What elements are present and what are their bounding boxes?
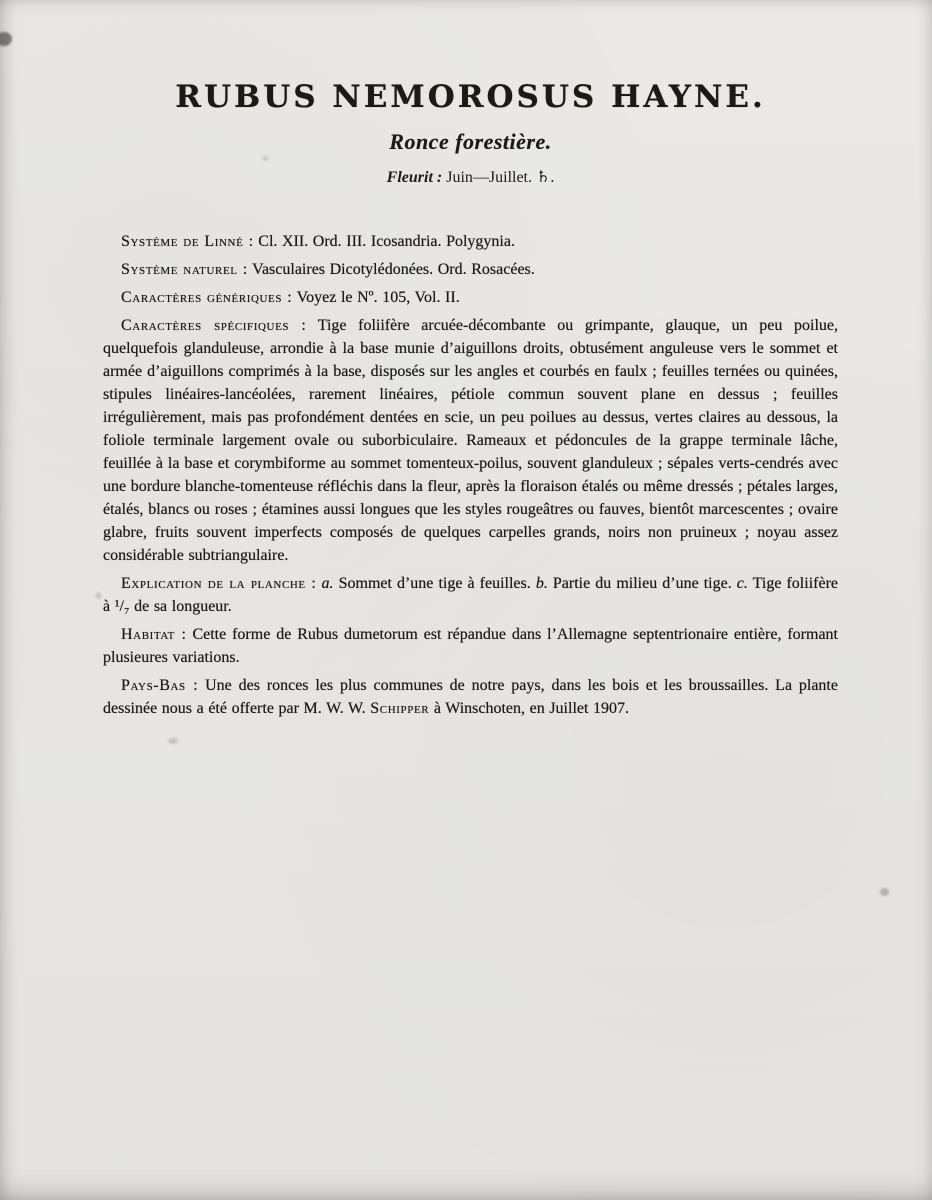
section-text: Voyez le Nº. 105, Vol. II. <box>296 289 460 306</box>
figure-letter-b: b. <box>535 575 548 592</box>
section-text: Vasculaires Dicotylédonées. Ord. Rosacées. <box>252 261 535 278</box>
figure-letter-c: c. <box>736 575 748 592</box>
page-subtitle: Ronce forestière. <box>389 129 552 154</box>
section-explication-planche <box>103 572 838 618</box>
figure-text-c: Tige foliifère à ¹/₇ de sa longueur. <box>103 575 839 615</box>
person-name: Schipper <box>370 700 430 717</box>
section-label: Caractères génériques : <box>121 289 293 306</box>
figure-text-a: Sommet d’une tige à feuilles. <box>338 575 531 592</box>
section-caracteres-specifiques <box>103 314 838 567</box>
scan-speck <box>168 738 178 744</box>
section-label: Habitat : <box>121 626 187 643</box>
section-text: Cl. XII. Ord. III. Icosandria. Polygynia. <box>258 233 515 250</box>
flowering-value: Juin—Juillet. ♄. <box>446 169 555 186</box>
section-text: Cette forme de Rubus dumetorum est répandue dans l’Allemagne septentrionaire entière, formant plusieures variations. <box>103 626 838 666</box>
section-label: Explication de la planche : <box>121 575 317 592</box>
figure-letter-a: a. <box>321 575 334 592</box>
section-pays-bas <box>103 674 838 720</box>
section-text: Une des ronces les plus communes de notre pays, dans les bois et les broussailles. La plante dessinée nous a été offerte par M. W. W. <box>103 677 838 717</box>
section-systeme-naturel <box>103 258 838 281</box>
flowering-label: Fleurit : <box>386 169 443 186</box>
page-header <box>103 80 838 188</box>
page-title: RUBUS NEMOROSUS HAYNE. <box>175 79 766 115</box>
figure-text-b: Partie du milieu d’une tige. <box>552 575 732 592</box>
section-systeme-linne <box>103 230 838 253</box>
page-body <box>103 230 838 720</box>
section-text: à Winschoten, en Juillet 1907. <box>433 700 630 717</box>
scan-speck <box>880 888 889 896</box>
section-label: Caractères spécifiques : <box>121 317 307 334</box>
section-caracteres-generiques <box>103 286 838 309</box>
section-label: Système de Linné : <box>121 233 254 250</box>
section-label: Système naturel : <box>121 261 248 278</box>
section-text: Tige foliifère arcuée-décombante ou grimpante, glauque, un peu poilue, quelquefois glanduleuse, arrondie à la base munie d’aiguillons droits, obtusément anguleuse vers le sommet et armée d’aiguillons comprimés à la base, disposés sur les angles et courbés en faulx ; feuilles ternées ou quinées, stipules linéaires-lancéolées, rarement linéaires, pétiole commun souvent plane en dessus ; feuilles irrégulièrement, mais pas profondément dentées en scie, un peu poilues au dessus, vertes claires au dessous, la foliole terminale largement ovale ou suborbiculaire. Rameaux et pédoncules de la grappe terminale lâche, feuillée à la base et corymbiforme au sommet tomenteux-poilus, souvent glanduleux ; sépales verts-cendrés avec une bordure blanche-tomenteuse réfléchis dans la fleur, après la floraison étalés ou même dressés ; pétales larges, étalés, blancs ou roses ; étamines aussi longues que les styles rougeâtres ou fauves, bientôt marcescentes ; ovaire glabre, fruits souvent imperfects composés de quelques carpelles grands, noirs non pruineux ; noyau assez considérable subtriangulaire. <box>103 317 838 564</box>
flowering-line <box>103 168 838 188</box>
section-habitat <box>103 623 838 669</box>
section-label: Pays-Bas : <box>121 677 199 694</box>
